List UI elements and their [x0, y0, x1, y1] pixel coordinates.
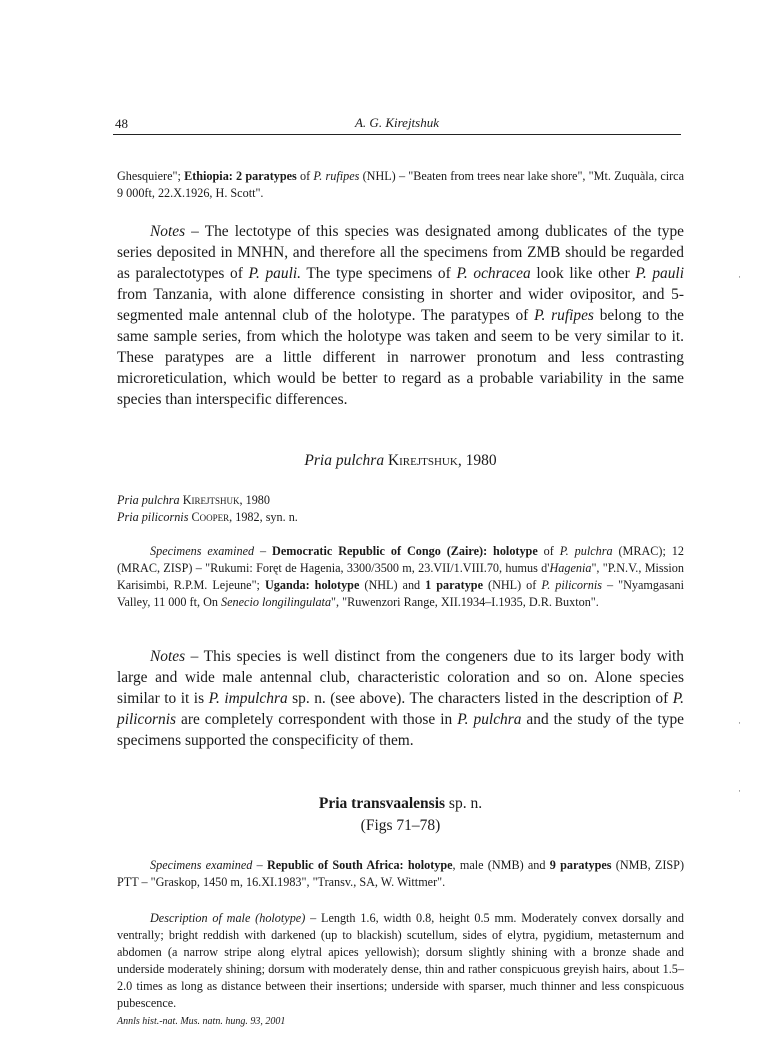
text-run: (NHL) of: [483, 578, 542, 592]
species-name: P. pulchra: [559, 544, 613, 558]
notes-lead: Notes: [150, 648, 186, 665]
description-lead: Description of male (holotype): [150, 911, 306, 925]
synonym-author: Cooper: [191, 510, 230, 524]
text-run: are completely correspondent with those in: [176, 711, 458, 728]
text-run: , male (NMB) and: [452, 858, 550, 872]
text-run-bold: Ethiopia: 2 paratypes: [184, 169, 297, 183]
text-run-bold: Republic of South Africa: holotype: [266, 858, 453, 872]
genus-name: Hagenia: [549, 561, 592, 575]
text-run: from Tanzania, with alone difference consisting in shorter and wider ovipositor, and 5-segmented male antennal club of the holotype. The paratypes of: [117, 286, 684, 324]
species-name: P. pilicornis: [117, 690, 684, 728]
synonym-author: Kirejtshuk: [182, 493, 240, 507]
page-number: 48: [115, 116, 128, 131]
continuation-paragraph: [117, 168, 684, 202]
text-run: ", "Ruwenzori Range, XII.1934–I.1935, D.R. Buxton".: [331, 595, 599, 609]
title-species: Pria pulchra: [304, 452, 385, 469]
species-name: P. impulchra: [208, 690, 288, 707]
species-name: P. ochracea: [456, 265, 531, 282]
notes-lead: Notes: [150, 223, 186, 240]
text-run: – "Nyamgasani Valley, 11 000 ft, On: [117, 578, 685, 609]
specimens-lead: Specimens examined: [150, 544, 255, 558]
description-paragraph: [117, 910, 684, 1012]
scan-artifact: ·: [738, 272, 741, 282]
title-year: , 1980: [457, 452, 497, 469]
species-name: P. rufipes: [534, 307, 594, 324]
text-run: sp. n. (see above). The characters listed in the description of: [287, 690, 673, 707]
synonym-year: , 1980: [239, 493, 270, 507]
journal-footer: Annls hist.-nat. Mus. natn. hung. 93, 2001: [117, 1016, 286, 1027]
species-name: P. pauli: [635, 265, 684, 282]
text-run-bold: Democratic Republic of Congo (Zaire): holotype: [272, 544, 538, 558]
text-run: look like other: [530, 265, 636, 282]
synonym-year: , 1982, syn. n.: [229, 510, 298, 524]
text-run: (NHL) – "Beaten from trees near lake shore", "Mt. Zuquàla, circa 9 000ft, 22.X.1926, H. Scott".: [117, 169, 684, 200]
text-run: (MRAC); 12 (MRAC, ZISP) – "Rukumi: Foręt de Hagenia, 3300/3500 m, 23.VII/1.VIII.70, humus d': [117, 544, 684, 575]
scan-artifact: ·: [738, 786, 741, 796]
text-run: – The lectotype of this species was designated among dublicates of the type series deposited in MNHN, and therefore all the specimens from ZMB should be regarded as paralectotypes of: [117, 223, 684, 282]
title-species: Pria transvaalensis: [318, 795, 446, 812]
text-run: belong to the same sample series, from which the holotype was taken and seem to be very similar to it. These paratypes are a little different in narrower pronotum and less contrasting microreticulation, which would be better to regard as a probable variability in the same species than interspecific differences.: [117, 307, 684, 408]
specimens-lead: Specimens examined: [150, 858, 253, 872]
text-run: of: [296, 169, 314, 183]
title-suffix: sp. n.: [445, 795, 483, 812]
species-name: P. pulchra: [457, 711, 522, 728]
species-name: P. pilicornis: [541, 578, 602, 592]
running-title: A. G. Kirejtshuk: [354, 115, 439, 130]
figure-reference: (Figs 71–78): [360, 817, 441, 834]
synonymy-list: [117, 492, 684, 526]
text-run-bold: 1 paratype: [425, 578, 483, 592]
text-run: – Length 1.6, width 0.8, height 0.5 mm. Moderately convex dorsally and ventrally; bright reddish with darkened (up to blackish) scutellum, sides of elytra, pygidium, metasternum and abdomen (a narrow stripe along elytral apices yellowish); dorsum slightly shining with a bronze shade and underside moderately shining; dorsum with moderately dense, thin and rather conspicuous greyish hairs, about 1.5–2.0 times as long as distance between their insertions; underside with sparser, much thinner and less conspicuous pubescence.: [117, 911, 684, 1010]
plant-name: Senecio longilingulata: [221, 595, 332, 609]
title-author: Kirejtshuk: [387, 452, 458, 469]
text-run: –: [254, 544, 273, 558]
text-run: ", "P.N.V., Mission Karisimbi, R.P.M. Lejeune";: [117, 561, 684, 592]
running-header: [113, 114, 681, 135]
text-run: –: [252, 858, 267, 872]
synonymy-entry: [117, 509, 684, 526]
specimens-examined-2: [117, 857, 684, 891]
text-run: and the study of the type specimens supported the conspecificity of them.: [117, 711, 684, 749]
notes-paragraph-1: [117, 221, 684, 410]
text-run: (NMB, ZISP) PTT – "Graskop, 1450 m, 16.XI.1983", "Transv., SA, W. Wittmer".: [117, 858, 685, 889]
section-title-pria-pulchra: [117, 452, 684, 470]
synonym-species: Pria pulchra: [117, 493, 180, 507]
text-run: of: [537, 544, 560, 558]
text-run: The type specimens of: [300, 265, 457, 282]
specimens-examined-1: [117, 543, 684, 611]
text-run: (NHL) and: [359, 578, 426, 592]
text-run: – This species is well distinct from the congeners due to its larger body with large and wide male antennal club, characteristic coloration and so on. Alone species similar to it is: [117, 648, 684, 707]
text-run-bold: Uganda: holotype: [264, 578, 360, 592]
text-run: Ghesquiere";: [117, 169, 185, 183]
text-run-bold: 9 paratypes: [549, 858, 612, 872]
synonym-species: Pria pilicornis: [117, 510, 189, 524]
scan-artifact: ·: [738, 718, 741, 728]
notes-paragraph-2: [117, 646, 684, 751]
species-name: P. rufipes: [313, 169, 360, 183]
section-title-pria-transvaalensis: [117, 795, 684, 813]
species-name: P. pauli.: [248, 265, 301, 282]
synonymy-entry: [117, 492, 684, 509]
